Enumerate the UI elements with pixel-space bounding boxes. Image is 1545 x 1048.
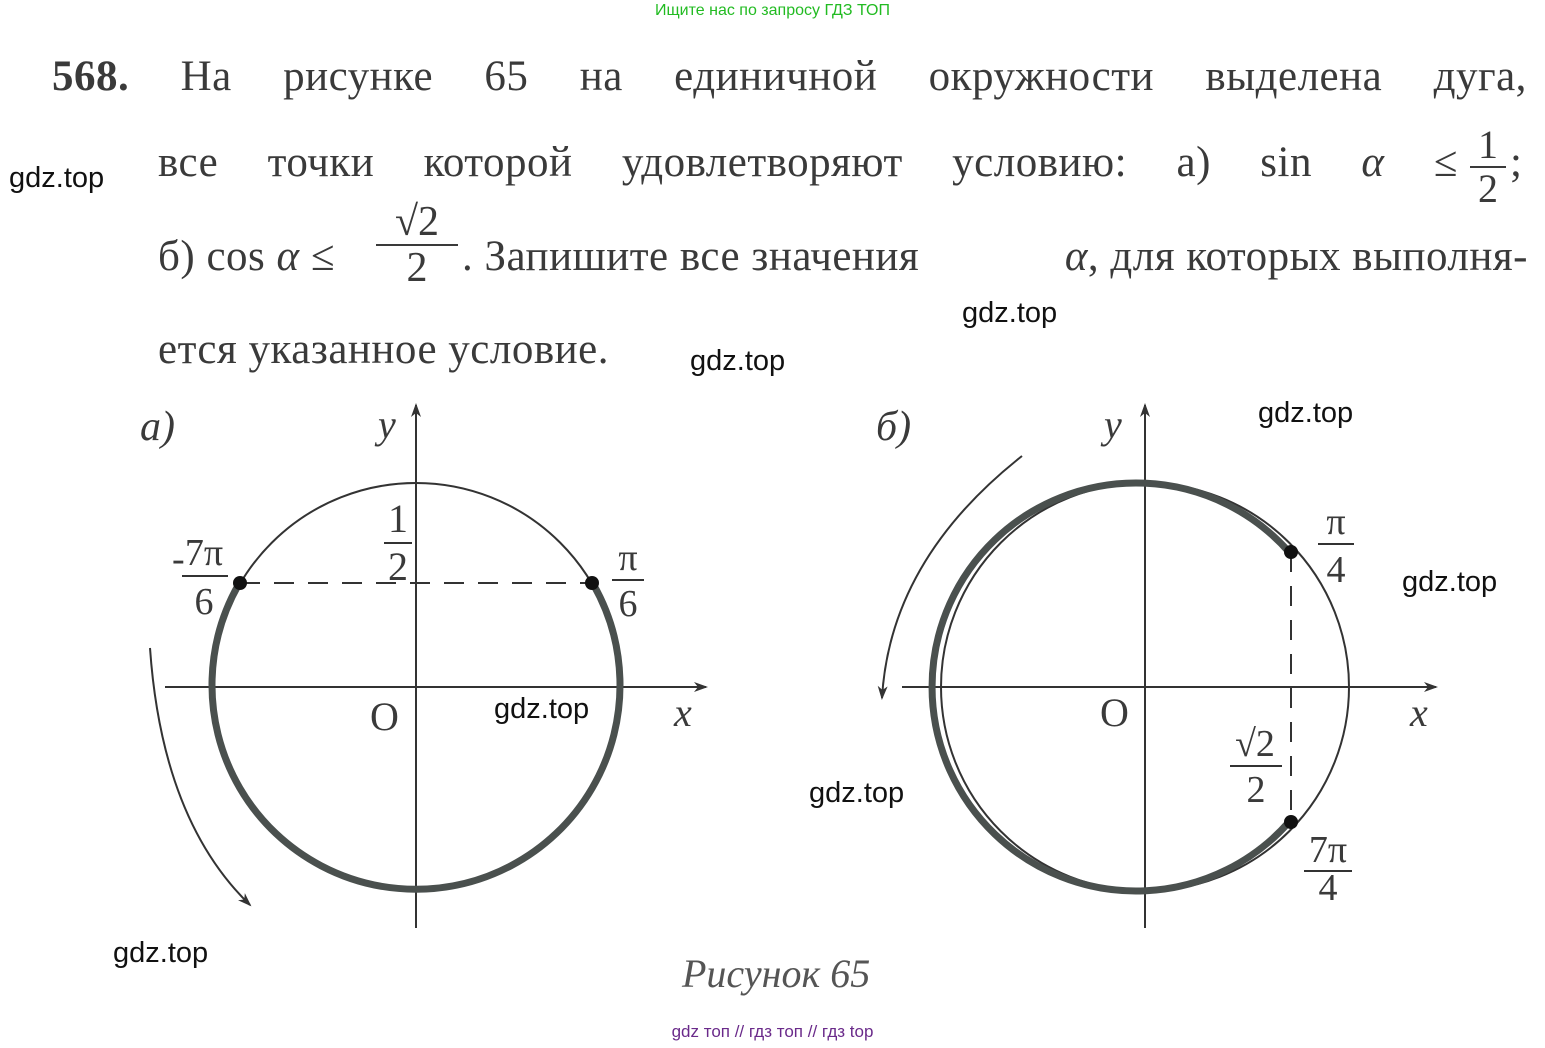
denominator: 2 bbox=[406, 245, 428, 291]
point-left bbox=[233, 576, 247, 590]
origin-label: O bbox=[1100, 690, 1129, 735]
figure-b bbox=[876, 402, 1436, 928]
word: точки bbox=[267, 139, 375, 186]
word: окружности bbox=[928, 53, 1155, 100]
line-text: , для которых выполня- bbox=[1087, 233, 1528, 280]
leq-symbol: ≤ bbox=[310, 233, 335, 280]
top-banner: Ищите нас по запросу ГДЗ ТОП bbox=[655, 2, 890, 19]
word: все bbox=[158, 139, 219, 186]
y-axis-label: y bbox=[378, 402, 396, 447]
alpha-symbol: α bbox=[276, 233, 300, 280]
word: единичной bbox=[674, 53, 878, 100]
denominator: 2 bbox=[1478, 166, 1498, 211]
half-numerator: 1 bbox=[388, 496, 408, 541]
word: на bbox=[579, 53, 623, 100]
word: На bbox=[180, 53, 232, 100]
point-top bbox=[1284, 545, 1298, 559]
left-point-numerator: 7π bbox=[184, 532, 224, 574]
watermark: gdz.top bbox=[494, 693, 590, 725]
origin-label: O bbox=[370, 694, 399, 739]
word: условию: bbox=[952, 139, 1128, 186]
y-axis-label: y bbox=[1104, 402, 1122, 447]
alpha-symbol: α bbox=[1361, 139, 1385, 186]
semicolon: ; bbox=[1510, 139, 1523, 186]
figure-b-label: б) bbox=[876, 404, 912, 450]
word: а) bbox=[1176, 139, 1211, 186]
word: дуга, bbox=[1433, 53, 1527, 100]
figure-a bbox=[140, 402, 706, 928]
watermark: gdz.top bbox=[1402, 566, 1498, 598]
word: которой bbox=[423, 139, 573, 186]
watermark: gdz.top bbox=[9, 162, 105, 194]
cos-expression: б) cos bbox=[158, 233, 266, 280]
problem-line-4: ется указанное условие. bbox=[158, 326, 609, 373]
watermark: gdz.top bbox=[113, 937, 209, 969]
figure-caption: Рисунок 65 bbox=[682, 951, 871, 996]
word: удовлетворяют bbox=[621, 139, 903, 186]
footer-links[interactable]: gdz топ // гдз топ // гдз top bbox=[671, 1022, 874, 1041]
top-point-numerator: π bbox=[1326, 501, 1346, 543]
watermark: gdz.top bbox=[690, 345, 786, 377]
numerator: √2 bbox=[394, 199, 440, 245]
right-point-numerator: π bbox=[618, 537, 638, 579]
figure-a-label: а) bbox=[140, 404, 175, 450]
leq-symbol: ≤ bbox=[1433, 139, 1458, 186]
numerator: 1 bbox=[1478, 122, 1498, 167]
watermark: gdz.top bbox=[809, 777, 905, 809]
alpha-symbol: α bbox=[1064, 233, 1088, 280]
line-text: . Запишите все значения bbox=[462, 233, 920, 280]
x-axis-label: x bbox=[1410, 690, 1428, 735]
right-point-denominator: 6 bbox=[618, 583, 638, 625]
word: выделена bbox=[1205, 53, 1383, 100]
watermark: gdz.top bbox=[962, 297, 1058, 329]
sqrt-numerator: √2 bbox=[1235, 723, 1275, 765]
problem-number: 568. bbox=[52, 53, 130, 100]
watermark: gdz.top bbox=[1258, 397, 1354, 429]
direction-arrow bbox=[882, 456, 1022, 698]
left-point-denominator: 6 bbox=[194, 581, 214, 623]
x-axis-label: x bbox=[674, 690, 692, 735]
word: sin bbox=[1260, 139, 1312, 186]
point-right bbox=[585, 576, 599, 590]
bottom-point-numerator: 7π bbox=[1308, 829, 1348, 871]
bottom-point-denominator: 4 bbox=[1318, 867, 1338, 909]
point-bottom bbox=[1284, 815, 1298, 829]
word: рисунке bbox=[283, 53, 434, 100]
half-denominator: 2 bbox=[388, 544, 408, 589]
left-point-sign: - bbox=[172, 538, 185, 580]
top-point-denominator: 4 bbox=[1326, 549, 1346, 591]
word: 65 bbox=[484, 53, 529, 100]
sqrt-denominator: 2 bbox=[1246, 769, 1266, 811]
